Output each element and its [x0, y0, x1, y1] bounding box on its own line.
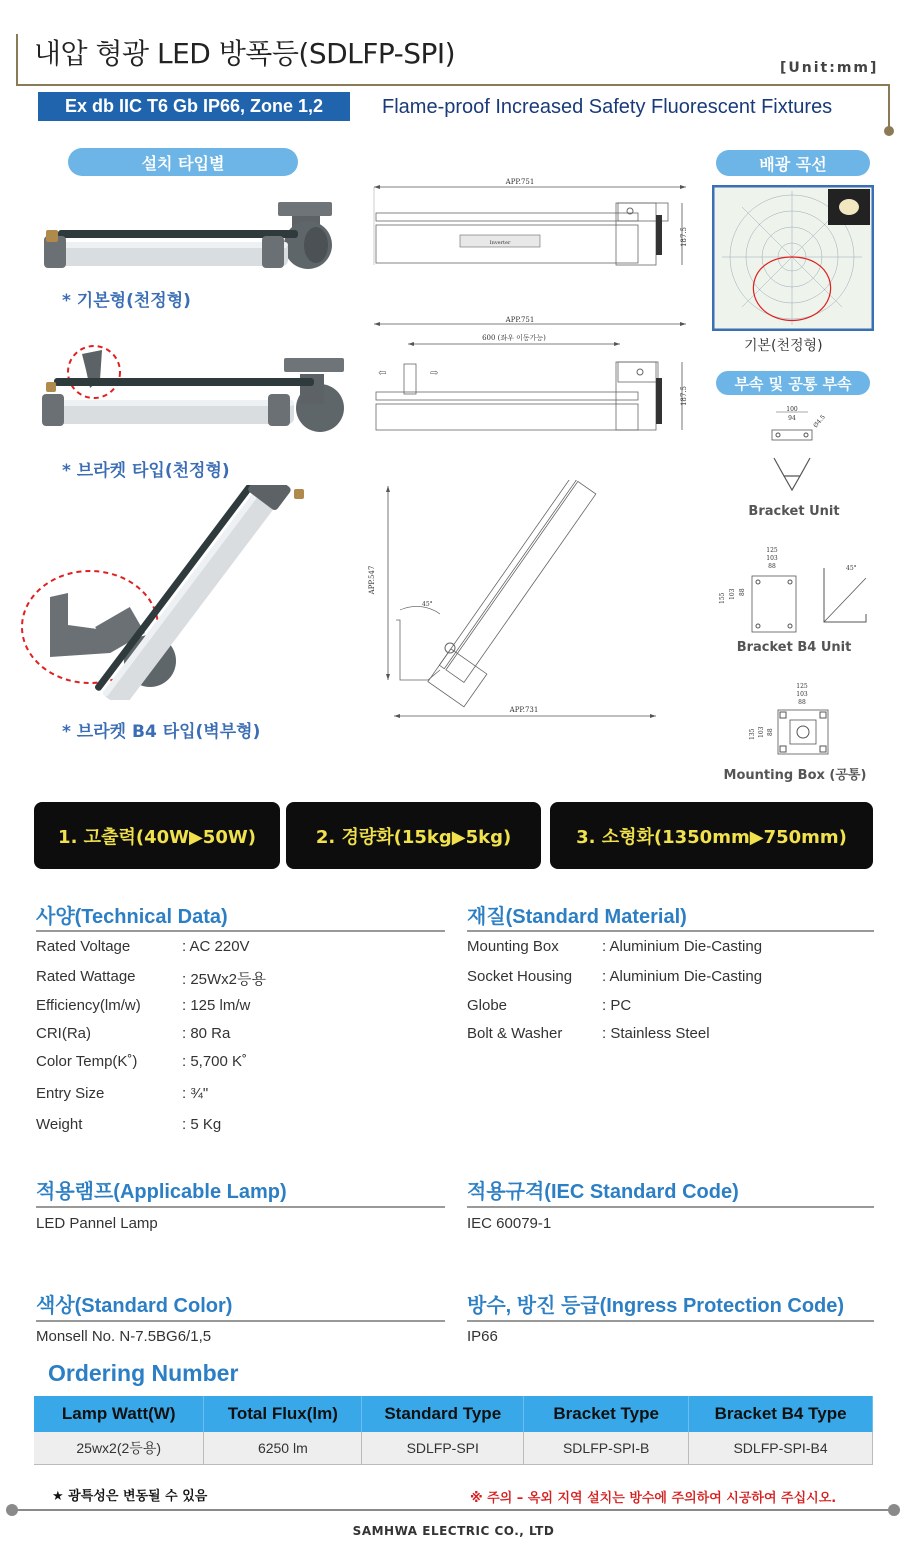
b4-dim-0: 125 [766, 547, 778, 554]
iec-title: 적용규격(IEC Standard Code) [467, 1181, 739, 1203]
basic-type-photo [40, 190, 340, 280]
feature-high-output: 1. 고출력(40W▶50W) [34, 802, 280, 869]
footer-dot-right [888, 1504, 900, 1516]
install-type-basic: * 기본형(천정형) [62, 291, 191, 311]
light-curve-pill: 배광 곡선 [716, 150, 870, 176]
light-curve-caption: 기본(천정형) [744, 338, 823, 354]
bracket-unit-drawing [764, 404, 834, 500]
note-light-variation: ★ 광특성은 변동될 수 있음 [52, 1489, 208, 1504]
d3-width-label: APP.731 [509, 706, 539, 714]
light-distribution-curve [712, 185, 874, 331]
d2-width-label: APP.751 [505, 316, 535, 324]
b4-dim-4: 103 [729, 588, 736, 600]
ordering-cell: SDLFP-SPI-B [524, 1432, 689, 1464]
bracket-b4-unit-caption: Bracket B4 Unit [736, 640, 852, 655]
ordering-cell: SDLFP-SPI [362, 1432, 524, 1464]
technical-title: 사양(Technical Data) [36, 906, 228, 928]
lamp-value: LED Pannel Lamp [36, 1215, 158, 1232]
install-type-bracket: * 브라켓 타입(천정형) [62, 461, 230, 481]
iec-value: IEC 60079-1 [467, 1215, 552, 1232]
lamp-divider [36, 1206, 445, 1208]
bracket-b4-type-photo [20, 485, 350, 700]
product-subtitle: Flame-proof Increased Safety Fluorescent Fixtures [382, 96, 833, 118]
b4-dim-1: 103 [766, 555, 778, 562]
mb-dim-3: 135 [749, 728, 756, 740]
header-frame-right [888, 84, 890, 128]
drawing-bracket-type [360, 312, 700, 437]
d1-inverter-label: Inverter [489, 240, 511, 246]
ordering-cell: 6250 lm [204, 1432, 362, 1464]
d1-width-label: APP.751 [505, 178, 535, 186]
unit-label: [Unit:mm] [780, 60, 879, 76]
ip-value: IP66 [467, 1328, 498, 1345]
mb-dim-5: 88 [767, 728, 774, 736]
technical-divider [36, 930, 445, 932]
drawing-bracket-b4-type [360, 480, 660, 720]
feature-lightweight: 2. 경량화(15kg▶5kg) [286, 802, 541, 869]
mb-dim-0: 125 [796, 683, 808, 690]
color-title: 색상(Standard Color) [36, 1295, 233, 1317]
color-value: Monsell No. N-7.5BG6/1,5 [36, 1328, 212, 1345]
material-title: 재질(Standard Material) [467, 906, 687, 928]
b4-dim-3: 155 [719, 592, 726, 604]
b4-dim-2: 88 [768, 563, 776, 570]
d2-height-label: 187.5 [680, 385, 688, 407]
b4-dim-angle: 45° [846, 565, 857, 572]
ordering-header: Bracket Type [524, 1396, 689, 1432]
mb-dim-2: 88 [798, 699, 806, 706]
d3-height-label: APP.547 [368, 565, 376, 595]
mounting-box-drawing [746, 680, 856, 758]
ordering-table [34, 1396, 873, 1465]
header-frame-dot [884, 126, 894, 136]
ordering-header: Standard Type [362, 1396, 524, 1432]
feature-compact: 3. 소형화(1350mm▶750mm) [550, 802, 873, 869]
bracket-unit-caption: Bracket Unit [748, 504, 840, 519]
bracket-b4-unit-drawing [716, 544, 876, 636]
mb-dim-1: 103 [796, 691, 808, 698]
color-divider [36, 1320, 445, 1322]
ordering-title: Ordering Number [48, 1360, 239, 1386]
footer-dot-left [6, 1504, 18, 1516]
bu-dim-94: 94 [788, 415, 796, 422]
ex-rating-badge: Ex db IIC T6 Gb IP66, Zone 1,2 [38, 92, 350, 121]
svg-text:⇨: ⇨ [430, 368, 439, 379]
install-type-pill: 설치 타입별 [68, 148, 298, 176]
d1-height-label: 187.5 [680, 226, 688, 248]
bu-dim-100: 100 [786, 406, 798, 413]
d2-move-label: 600 (좌우 이동가능) [482, 334, 546, 342]
ip-title: 방수, 방진 등급(Ingress Protection Code) [467, 1295, 845, 1317]
header-frame-left [16, 34, 18, 84]
lamp-title: 적용램프(Applicable Lamp) [36, 1181, 287, 1203]
footer-divider [12, 1509, 894, 1511]
material-divider [467, 930, 874, 932]
ordering-header: Total Flux(lm) [204, 1396, 362, 1432]
ordering-cell: 25wx2(2등용) [34, 1432, 204, 1464]
drawing-basic-type [360, 175, 700, 275]
company-name: SAMHWA ELECTRIC CO., LTD [352, 1524, 555, 1538]
svg-text:⇦: ⇦ [378, 368, 387, 379]
iec-divider [467, 1206, 874, 1208]
ordering-header: Bracket B4 Type [689, 1396, 873, 1432]
d3-angle-label: 45° [422, 601, 433, 608]
header-frame-bottom [16, 84, 890, 86]
note-outdoor-warning: ※ 주의 – 옥외 지역 설치는 방수에 주의하여 시공하여 주십시오. [470, 1491, 837, 1506]
page-title: 내압 형광 LED 방폭등(SDLFP-SPI) [34, 37, 456, 70]
bu-dim-hole: Ø4.5 [812, 413, 827, 430]
ordering-header: Lamp Watt(W) [34, 1396, 204, 1432]
ordering-cell: SDLFP-SPI-B4 [689, 1432, 873, 1464]
install-type-bracket-b4: * 브라켓 B4 타입(벽부형) [62, 722, 261, 742]
mb-dim-4: 103 [758, 726, 765, 738]
b4-dim-5: 88 [739, 588, 746, 596]
mounting-box-caption: Mounting Box (공통) [723, 768, 867, 783]
table-row [34, 1432, 873, 1464]
bracket-type-photo [40, 340, 350, 440]
ip-divider [467, 1320, 874, 1322]
accessories-pill: 부속 및 공통 부속 [716, 371, 870, 395]
